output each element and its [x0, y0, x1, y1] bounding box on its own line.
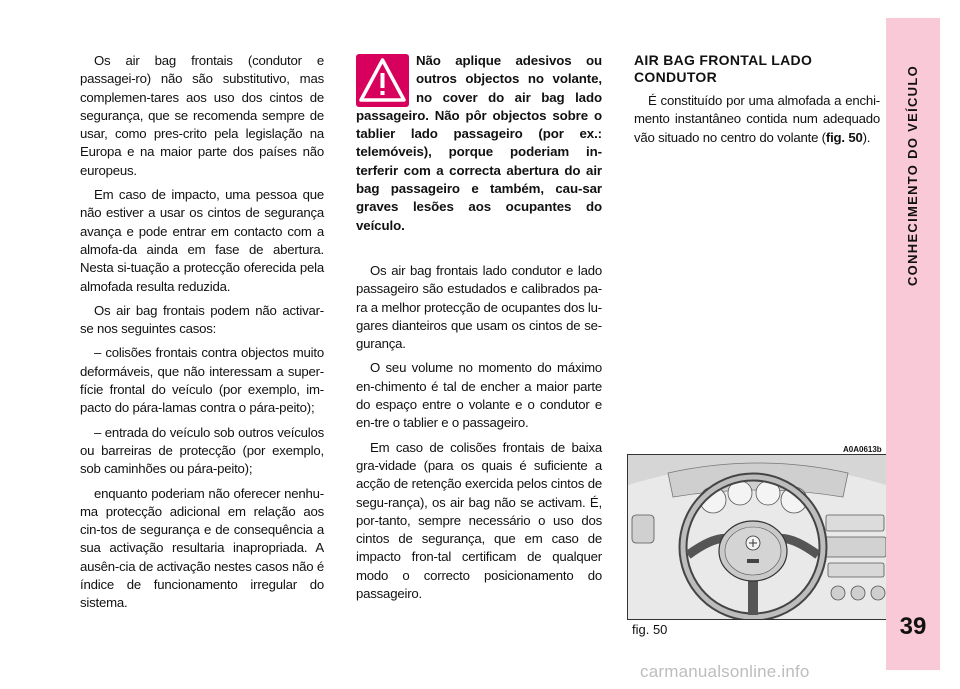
paragraph: O seu volume no momento do máximo en-chimento é tal de encher a maior parte do espaço entre o volante e o condutor e en-tre o tablier e o passageiro.: [356, 360, 602, 431]
section-title: [886, 55, 940, 295]
paragraph: Em caso de colisões frontais de baixa gra-vidade (para os quais é suficiente a acção de retenção exercida pelos cintos de segu-rança), os air bag não se activam. É, por-tanto, sempre necessário o uso dos cintos de segurança, que em caso de impacto fron-tal certificam de qualquer modo o correcto posicionamento do passageiro.: [356, 439, 602, 602]
paragraph-end: ).: [862, 129, 871, 145]
paragraph: [634, 92, 880, 147]
paragraph: enquanto poderiam não oferecer nenhu-ma protecção adicional em relação aos cin-tos de segurança e de consequência a sua activação resultaria inapropriada. A ausên-cia de activação nestes casos não é índice de funcionamento irregular do sistema.: [80, 485, 324, 611]
paragraph: Os air bag frontais (condutor e passagei-ro) não são substitutivo, mas complemen-tares aos uso dos cintos de segurança, que se recomenda sempre de usar, como pres-crito pela legislação na Europa e na maior parte dos países não europeus.: [80, 53, 324, 178]
section-heading: AIR BAG FRONTAL LADO CONDUTOR: [634, 52, 813, 85]
paragraph: Os air bag frontais lado condutor e lado passageiro são estudados e calibrados pa-ra a melhor protecção de ocupantes dos lu-gares dianteiros que usam os cintos de se-gurança.: [356, 262, 602, 352]
paragraph: – entrada do veículo sob outros veículos ou barreiras de protecção (por exemplo, sob caminhões ou pára-peito);: [80, 424, 324, 477]
paragraph: Os air bag frontais podem não activar-se nos seguintes casos:: [80, 302, 324, 337]
figure-code: A0A0613b: [843, 445, 882, 454]
column-1: [80, 52, 324, 619]
page-number: 39: [899, 613, 927, 640]
figure-caption: fig. 50: [632, 622, 668, 637]
warning-text: Não aplique adesivos ou outros objectos no volante, no cover do air bag lado passageiro. Não pôr objectos sobre o tablier lado passageiro (por ex.: telemóveis), porque poderiam in-terferir com a correcta abertura do air bag passageiro e também, cau-sar graves lesões aos ocupantes do veículo.: [356, 53, 602, 233]
paragraph-text: É constituído por uma almofada a enchi-mento instantâneo contida num adequado vão situado no centro do volante (: [634, 93, 880, 145]
column-2: [356, 52, 602, 609]
watermark: carmanualsonline.info: [640, 662, 810, 681]
paragraph: Em caso de impacto, uma pessoa que não estiver a usar os cintos de segurança avança e pode entrar em contacto com a almofa-da ainda em fase de abertura. Nesta si-tuação a protecção oferecida pela almofada resulta reduzida.: [80, 187, 324, 294]
column-3: [634, 52, 880, 153]
section-title-text: CONHECIMENTO DO VEÍCULO: [905, 64, 921, 286]
warning-icon: [356, 54, 409, 107]
steering-wheel-illustration: [627, 454, 887, 620]
paragraph: – colisões frontais contra objectos muito deformáveis, que não interessam a super-fície frontal do veículo (por exemplo, im-pacto do pára-lamas contra o pára-peito);: [80, 345, 324, 416]
warning-box: [356, 52, 602, 235]
figure-reference[interactable]: fig. 50: [825, 129, 863, 145]
